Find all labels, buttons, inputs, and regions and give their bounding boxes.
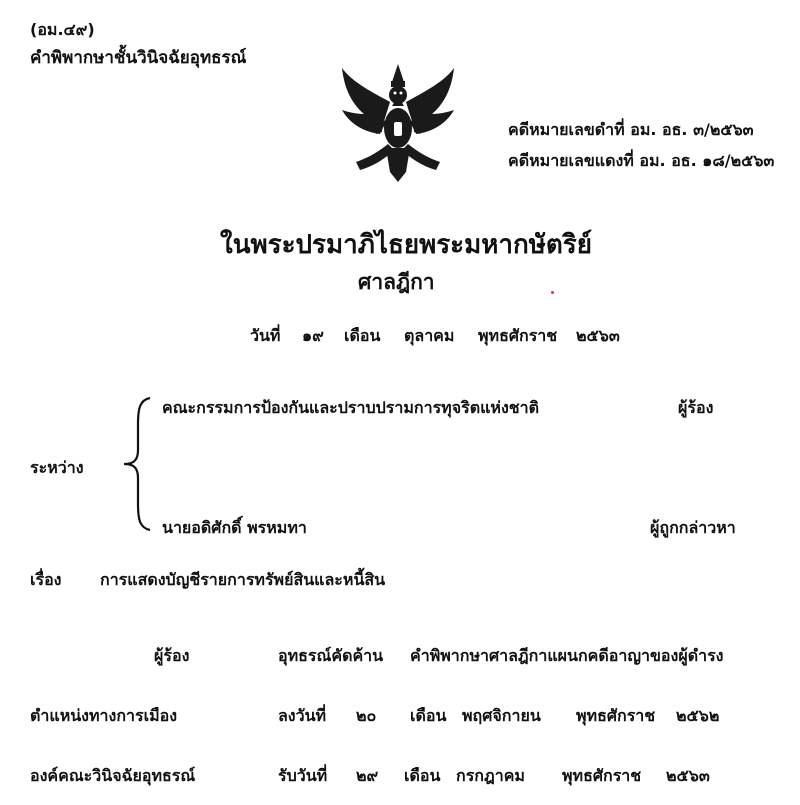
subject-value: การแสดงบัญชีรายการทรัพย์สินและหนี้สิน [100,570,386,589]
subject-label: เรื่อง [30,570,62,589]
appeal-month-label-3: เดือน [404,766,441,785]
respondent-name: นายอดิศักดิ์ พรหมทา [162,518,307,537]
form-title: คำพิพากษาชั้นวินิจฉัยอุทธรณ์ [30,48,247,68]
appeal-detail: คำพิพากษาศาลฎีกาแผนกคดีอาญาของผู้ดำรง [410,646,724,665]
date-year-label: พุทธศักราช [478,326,558,345]
date-month: ตุลาคม [404,326,455,345]
appeal-party-1: ผู้ร้อง [154,646,190,665]
stray-mark [551,291,554,294]
petitioner-name: คณะกรรมการป้องกันและปราบปรามการทุจริตแห่งชาติ [162,398,539,417]
black-case-number: คดีหมายเลขดำที่ อม. อธ. ๓/๒๕๖๓ [508,120,754,139]
form-code: (อม.๔๙) [30,20,95,39]
date-month-label: เดือน [344,326,381,345]
appeal-party-2: ตำแหน่งทางการเมือง [30,706,178,725]
appeal-month-label-2: เดือน [410,706,447,725]
appeal-party-3: องค์คณะวินิจฉัยอุทธรณ์ [30,766,196,785]
appeal-year-3: ๒๕๖๓ [666,766,710,785]
red-case-number: คดีหมายเลขแดงที่ อม. อธ. ๑๘/๒๕๖๓ [508,151,775,170]
appeal-day-2: ๒๐ [356,706,377,725]
respondent-role: ผู้ถูกกล่าวหา [650,518,736,537]
appeal-year-label-3: พุทธศักราช [562,766,642,785]
between-label: ระหว่าง [30,458,84,477]
brace-bracket [116,394,156,538]
garuda-emblem-icon [334,62,462,184]
court-name: ศาลฎีกา [358,270,435,294]
royal-heading: ในพระปรมาภิไธยพระมหากษัตริย์ [220,230,592,260]
date-day-label: วันที่ [250,326,281,345]
appeal-month-2: พฤศจิกายน [462,706,541,725]
petitioner-role: ผู้ร้อง [678,398,714,417]
appeal-year-label-2: พุทธศักราช [576,706,656,725]
date-year: ๒๕๖๓ [576,326,620,345]
appeal-day-3: ๒๙ [356,766,379,785]
appeal-month-3: กรกฎาคม [456,766,525,785]
appeal-year-2: ๒๕๖๒ [676,706,720,725]
appeal-date-label-2: ลงวันที่ [278,706,327,725]
date-day: ๑๙ [302,326,324,345]
appeal-action: อุทธรณ์คัดค้าน [278,646,384,665]
appeal-date-label-3: รับวันที่ [278,766,328,785]
